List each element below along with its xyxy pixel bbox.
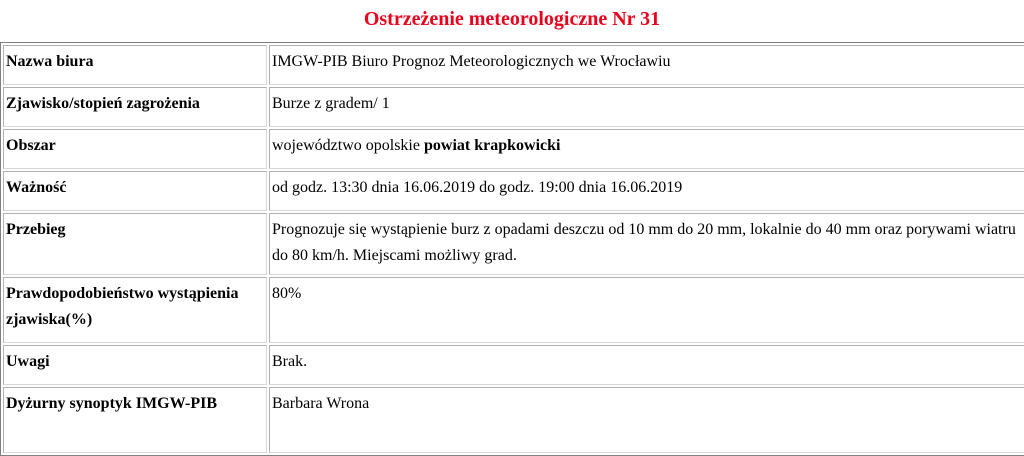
row-value-phenomenon: Burze z gradem/ 1 <box>269 87 1024 127</box>
row-label-office: Nazwa biura <box>3 45 267 85</box>
row-label-course: Przebieg <box>3 213 267 275</box>
row-label-area: Obszar <box>3 129 267 169</box>
row-value-area <box>269 129 1024 169</box>
table-row-phenomenon <box>3 87 1024 127</box>
table-row-validity <box>3 171 1024 211</box>
row-label-forecaster: Dyżurny synoptyk IMGW-PIB <box>3 387 267 453</box>
table-row-remarks <box>3 345 1024 385</box>
row-value-forecaster: Barbara Wrona <box>269 387 1024 453</box>
table-row-office <box>3 45 1024 85</box>
page-title: Ostrzeżenie meteorologiczne Nr 31 <box>363 8 661 30</box>
row-label-phenomenon: Zjawisko/stopień zagrożenia <box>3 87 267 127</box>
row-label-validity: Ważność <box>3 171 267 211</box>
row-label-remarks: Uwagi <box>3 345 267 385</box>
area-county: powiat krapkowicki <box>423 137 561 154</box>
warning-table <box>0 42 1024 456</box>
table-row-course <box>3 213 1024 275</box>
area-voivodeship: województwo opolskie <box>272 137 424 154</box>
table-row-forecaster <box>3 387 1024 453</box>
row-value-probability: 80% <box>269 277 1024 343</box>
row-value-validity: od godz. 13:30 dnia 16.06.2019 do godz. 19:00 dnia 16.06.2019 <box>269 171 1024 211</box>
row-label-probability: Prawdopodobieństwo wystąpienia zjawiska(%) <box>3 277 267 343</box>
table-row-area <box>3 129 1024 169</box>
row-value-office: IMGW-PIB Biuro Prognoz Meteorologicznych we Wrocławiu <box>269 45 1024 85</box>
row-value-course: Prognozuje się wystąpienie burz z opadami deszczu od 10 mm do 20 mm, lokalnie do 40 mm oraz porywami wiatru do 80 km/h. Miejscami możliwy grad. <box>269 213 1024 275</box>
row-value-remarks: Brak. <box>269 345 1024 385</box>
table-row-probability <box>3 277 1024 343</box>
